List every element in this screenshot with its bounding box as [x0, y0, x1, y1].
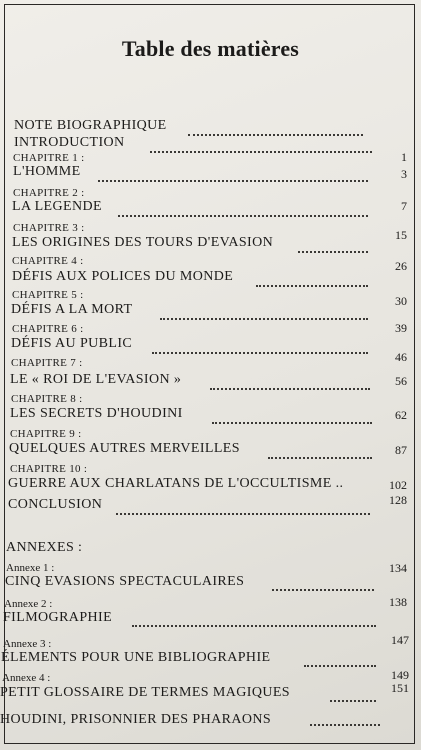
annex-label: Annexe 1 : — [6, 562, 55, 574]
dot-leader — [268, 455, 372, 459]
toc-page-number: 3 — [401, 167, 407, 181]
toc-entry — [0, 269, 421, 289]
toc-page-number: 128 — [389, 493, 407, 507]
toc-page-number: 87 — [395, 443, 407, 457]
toc-page-number: 102 — [389, 478, 407, 492]
toc-chapter-label: CHAPITRE 6 : — [12, 323, 84, 335]
annex-entry — [0, 574, 421, 594]
toc-page-number: 149 — [391, 668, 409, 682]
annex-label: Annexe 4 : — [2, 672, 51, 684]
toc-chapter-label: CHAPITRE 8 : — [11, 393, 83, 405]
toc-entry-title: CONCLUSION — [8, 497, 103, 512]
toc-page-number: 26 — [395, 259, 407, 273]
dot-leader — [210, 386, 370, 390]
toc-entry-title: GUERRE AUX CHARLATANS DE L'OCCULTISME .. — [8, 476, 344, 491]
annex-entry — [0, 712, 421, 732]
toc-entry — [0, 302, 421, 322]
toc-chapter-label: CHAPITRE 5 : — [12, 289, 84, 301]
toc-page-number: 134 — [389, 561, 407, 575]
toc-entry — [0, 406, 421, 426]
toc-chapter-label: CHAPITRE 10 : — [10, 463, 88, 475]
dot-leader — [152, 350, 368, 354]
toc-chapter-label: CHAPITRE 1 : — [13, 152, 85, 164]
toc-entry-title: DÉFIS AUX POLICES DU MONDE — [12, 269, 234, 284]
dot-leader — [330, 698, 376, 702]
toc-entry-title: LES SECRETS D'HOUDINI — [10, 406, 183, 421]
toc-chapter-label: CHAPITRE 7 : — [11, 357, 83, 369]
dot-leader — [304, 663, 376, 667]
toc-entry — [0, 164, 421, 184]
toc-entry — [0, 199, 421, 219]
dot-leader — [98, 178, 368, 182]
dot-leader — [118, 213, 368, 217]
toc-page-number: 30 — [395, 294, 407, 308]
toc-entry — [0, 336, 421, 356]
toc-page-number: 15 — [395, 228, 407, 242]
toc-page-number: 1 — [401, 150, 407, 164]
toc-page-number: 147 — [391, 633, 409, 647]
annexes-heading: ANNEXES : — [6, 540, 83, 555]
toc-page-number: 138 — [389, 595, 407, 609]
annex-title: HOUDINI, PRISONNIER DES PHARAONS — [0, 712, 272, 727]
annex-entry — [0, 650, 421, 670]
toc-entry-title: NOTE BIOGRAPHIQUE — [14, 118, 167, 133]
toc-chapter-label: CHAPITRE 2 : — [13, 187, 85, 199]
dot-leader — [212, 420, 372, 424]
annex-entry — [0, 610, 421, 630]
dot-leader — [256, 283, 368, 287]
toc-entry — [0, 372, 421, 392]
toc-entry-title: LE « ROI DE L'EVASION » — [10, 372, 182, 387]
toc-entry — [0, 493, 421, 517]
toc-chapter-label: CHAPITRE 4 : — [12, 255, 84, 267]
toc-entry-title: LES ORIGINES DES TOURS D'EVASION — [12, 235, 274, 250]
dot-leader — [298, 249, 368, 253]
toc-page-number: 46 — [395, 350, 407, 364]
annex-label: Annexe 3 : — [3, 638, 52, 650]
toc-page-number: 7 — [401, 199, 407, 213]
annex-label: Annexe 2 : — [4, 598, 53, 610]
toc-entry-title: INTRODUCTION — [14, 135, 125, 150]
toc-entry — [0, 441, 421, 461]
toc-page-number: 62 — [395, 408, 407, 422]
toc-entry-title: L'HOMME — [13, 164, 81, 179]
annex-entry — [0, 681, 421, 705]
toc-entry — [0, 476, 421, 496]
page-title: Table des matières — [121, 36, 300, 61]
dot-leader — [132, 623, 376, 627]
annex-title: PETIT GLOSSAIRE DE TERMES MAGIQUES — [0, 685, 290, 700]
dot-leader — [310, 722, 380, 726]
toc-entry-title: QUELQUES AUTRES MERVEILLES — [9, 441, 240, 456]
toc-entry-title: LA LEGENDE — [12, 199, 102, 214]
annex-title: CINQ EVASIONS SPECTACULAIRES — [5, 574, 245, 589]
dot-leader — [116, 511, 370, 515]
toc-entry-title: DÉFIS A LA MORT — [11, 302, 133, 317]
toc-chapter-label: CHAPITRE 9 : — [10, 428, 82, 440]
annex-title: FILMOGRAPHIE — [3, 610, 113, 625]
toc-page-number: 56 — [395, 374, 407, 388]
toc-page-number: 151 — [391, 681, 409, 695]
annex-title: ÉLEMENTS POUR UNE BIBLIOGRAPHIE — [1, 650, 271, 665]
dot-leader — [160, 316, 368, 320]
toc-entry — [0, 235, 421, 255]
toc-page-number: 39 — [395, 321, 407, 335]
toc-entry-title: DÉFIS AU PUBLIC — [11, 336, 133, 351]
toc-chapter-label: CHAPITRE 3 : — [13, 222, 85, 234]
dot-leader — [272, 587, 374, 591]
